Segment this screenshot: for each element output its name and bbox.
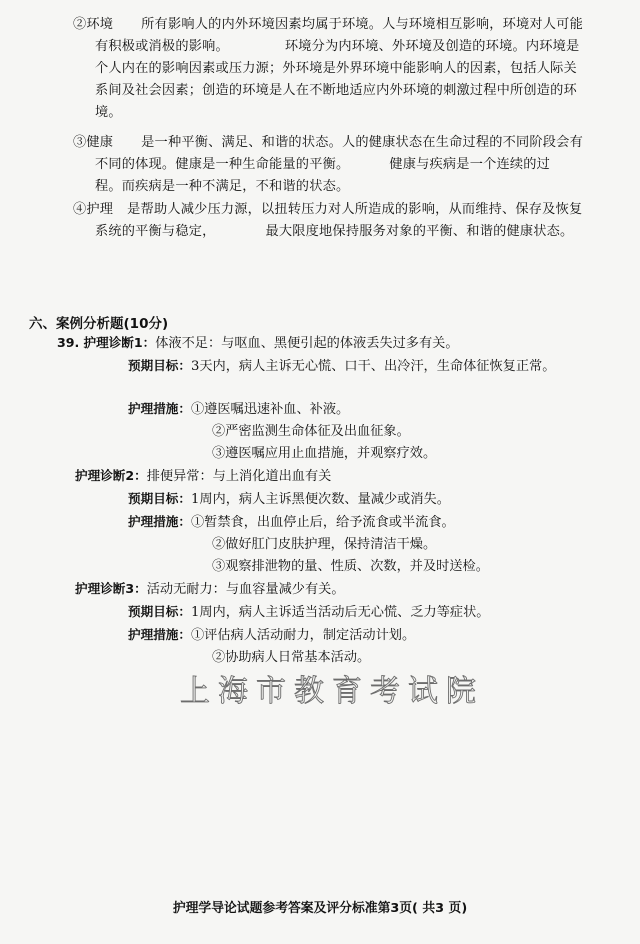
definition-environment [73, 14, 583, 124]
definition-line: 最大限度地保持服务对象的平衡、和谐的健康状态。 [265, 224, 574, 239]
measure-item: ①评估病人活动耐力，制定活动计划。 [190, 628, 416, 643]
definition-line: 系统的平衡与稳定， [95, 224, 216, 239]
diagnosis-1 [57, 332, 555, 355]
diagnosis-label: 护理诊断2： [75, 468, 147, 483]
goal-row [57, 355, 555, 378]
measure-row [57, 443, 555, 465]
definition-term: 护理 [86, 202, 114, 217]
measures-label: 护理措施： [128, 514, 191, 529]
definition-term: 健康 [86, 135, 114, 150]
definition-line: 程。而疾病是一种不满足，不和谐的状态。 [95, 179, 350, 194]
definition-line: 境。 [95, 105, 122, 120]
measure-item: ①遵医嘱迅速补血、补液。 [190, 402, 350, 417]
measures-label: 护理措施： [128, 401, 191, 416]
goal-row [57, 601, 555, 624]
measure-row [57, 534, 555, 556]
measure-row [57, 398, 555, 421]
case-question [57, 332, 555, 669]
definition-marker: ③ [73, 135, 87, 150]
definition-line: 所有影响人的内外环境因素均属于环境。人与环境相互影响，环境对人可能 [141, 17, 583, 32]
goal-label: 预期目标： [128, 491, 191, 506]
question-number: 39. [57, 335, 80, 350]
watermark-text: 上海市教育考试院 [180, 674, 484, 709]
goal-label: 预期目标： [128, 358, 191, 373]
goal-text: 1周内，病人主诉黑便次数、量减少或消失。 [190, 492, 450, 507]
definition-line: 环境分为内环境、外环境及创造的环境。内环境是 [284, 39, 580, 54]
goal-row [57, 488, 555, 511]
measure-item: ②协助病人日常基本活动。 [212, 650, 371, 665]
diagnosis-text: 体液不足：与呕血、黑便引起的体液丢失过多有关。 [155, 336, 459, 351]
definition-line: 个人内在的影响因素或压力源；外环境是外界环境中能影响人的因素，包括人际关 [95, 61, 577, 76]
measure-item: ①暂禁食，出血停止后，给予流食或半流食。 [190, 515, 455, 530]
measure-item: ②严密监测生命体征及出血征象。 [212, 424, 410, 439]
diagnosis-text: 排便异常：与上消化道出血有关 [146, 469, 332, 484]
goal-text: 3天内，病人主诉无心慌、口干、出冷汗，生命体征恢复正常。 [190, 359, 556, 374]
definition-marker: ② [73, 17, 87, 32]
page-footer: 护理学导论试题参考答案及评分标准第3页( 共3 页) [172, 901, 468, 916]
definition-line: 不同的体现。健康是一种生命能量的平衡。 [95, 157, 350, 172]
diagnosis-label: 护理诊断1： [83, 335, 156, 350]
measures-label: 护理措施： [128, 627, 191, 642]
definition-marker: ④ [73, 202, 87, 217]
diagnosis-3 [57, 578, 555, 601]
measure-item: ③观察排泄物的量、性质、次数，并及时送检。 [212, 559, 489, 574]
diagnosis-label: 护理诊断3： [75, 581, 147, 596]
measure-item: ②做好肛门皮肤护理，保持清洁干燥。 [212, 537, 437, 552]
definition-line: 系间及社会因素；创造的环境是人在不断地适应内外环境的刺激过程中所创造的环 [95, 83, 577, 98]
definition-health [73, 132, 583, 198]
measure-row [57, 421, 555, 443]
measure-row [57, 556, 555, 578]
definition-term: 环境 [86, 17, 114, 32]
definition-nursing [73, 199, 582, 243]
measure-row [57, 624, 555, 647]
section-title: 六、案例分析题(10分) [29, 316, 169, 332]
definition-line: 是一种平衡、满足、和谐的状态。人的健康状态在生命过程的不同阶段会有 [141, 135, 583, 150]
diagnosis-2 [57, 465, 555, 488]
definition-line: 是帮助人减少压力源，以扭转压力对人所造成的影响，从而维持、保存及恢复 [127, 202, 583, 217]
diagnosis-text: 活动无耐力：与血容量减少有关。 [146, 582, 345, 597]
definition-line: 有积极或消极的影响。 [95, 39, 229, 54]
goal-label: 预期目标： [128, 604, 191, 619]
definition-line: 健康与疾病是一个连续的过 [389, 157, 551, 172]
measure-item: ③遵医嘱应用止血措施，并观察疗效。 [212, 446, 437, 461]
goal-text: 1周内，病人主诉适当活动后无心慌、乏力等症状。 [190, 605, 490, 620]
measure-row [57, 511, 555, 534]
